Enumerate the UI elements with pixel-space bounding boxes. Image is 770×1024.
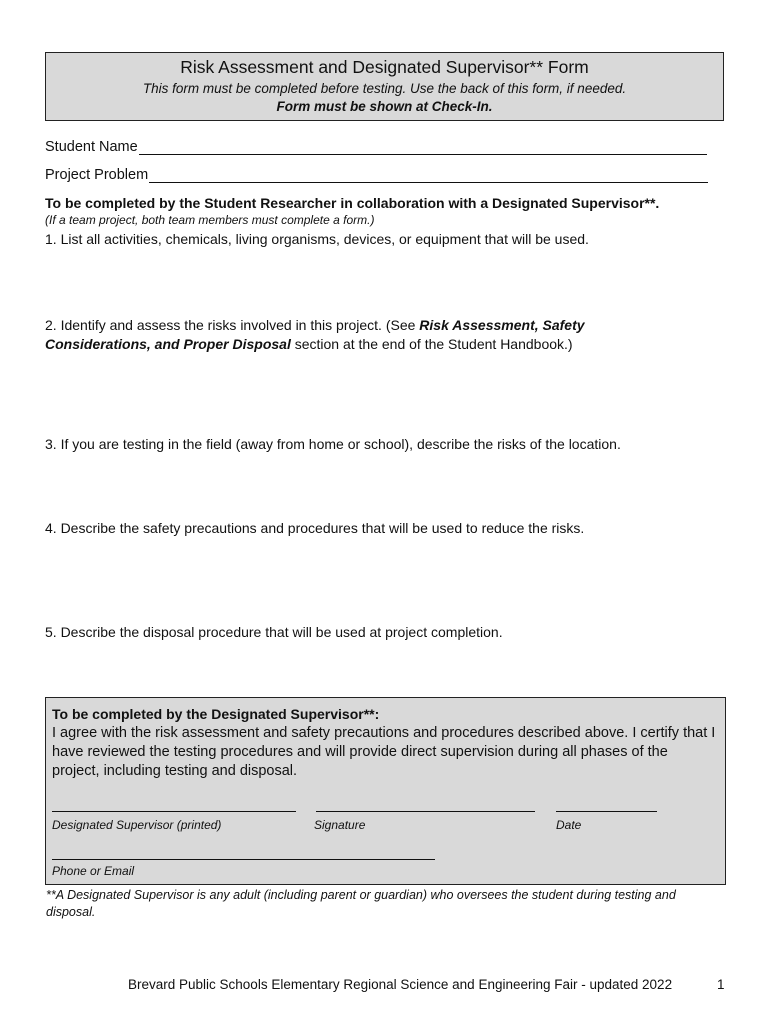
student-name-field[interactable] [45, 139, 707, 155]
question-5: 5. Describe the disposal procedure that will be used at project completion. [45, 624, 503, 640]
team-note: (If a team project, both team members must complete a form.) [45, 213, 375, 227]
printed-name-line[interactable] [52, 810, 296, 812]
phone-email-label: Phone or Email [52, 864, 135, 878]
question-2-bold-1: Risk Assessment, Safety [419, 317, 585, 333]
student-name-line[interactable] [139, 140, 707, 155]
question-2-start: 2. Identify and assess the risks involved in this project. (See [45, 317, 420, 333]
supervisor-statement: I agree with the risk assessment and safety precautions and procedures described above. I certify that I have reviewed the testing procedures and will provide direct supervision during all phases of the project, including testing and disposal. [52, 725, 716, 779]
date-line[interactable] [556, 810, 657, 812]
supervisor-section [45, 697, 726, 885]
form-header [45, 52, 724, 121]
footnote: **A Designated Supervisor is any adult (including parent or guardian) who oversees the student during testing and disposal. [46, 888, 676, 919]
date-label: Date [556, 818, 582, 832]
intro-heading: To be completed by the Student Researcher in collaboration with a Designated Supervisor**. [45, 195, 660, 211]
phone-email-line[interactable] [52, 858, 435, 860]
signature-line[interactable] [316, 810, 535, 812]
question-4: 4. Describe the safety precautions and procedures that will be used to reduce the risks. [45, 520, 585, 536]
project-problem-line[interactable] [149, 168, 708, 183]
checkin-note: Form must be shown at Check-In. [276, 99, 493, 114]
student-name-label: Student Name [45, 139, 138, 155]
project-problem-label: Project Problem [45, 167, 149, 183]
supervisor-heading: To be completed by the Designated Supervisor**: [52, 706, 380, 722]
page-number: 1 [717, 977, 725, 992]
footer-text: Brevard Public Schools Elementary Regional Science and Engineering Fair - updated 2022 [128, 977, 673, 992]
question-2-bold-2: Considerations, and Proper Disposal [45, 336, 291, 352]
form-title: Risk Assessment and Designated Supervisor** Form [180, 57, 589, 77]
form-subtitle: This form must be completed before testing. Use the back of this form, if needed. [142, 81, 627, 96]
question-1: 1. List all activities, chemicals, living organisms, devices, or equipment that will be used. [45, 231, 589, 247]
printed-name-label: Designated Supervisor (printed) [52, 818, 222, 832]
question-3: 3. If you are testing in the field (away from home or school), describe the risks of the location. [45, 436, 621, 452]
question-2-end: section at the end of the Student Handbook.) [290, 336, 573, 352]
question-2 [45, 316, 585, 354]
project-problem-field[interactable] [45, 167, 708, 183]
signature-label: Signature [314, 818, 366, 832]
